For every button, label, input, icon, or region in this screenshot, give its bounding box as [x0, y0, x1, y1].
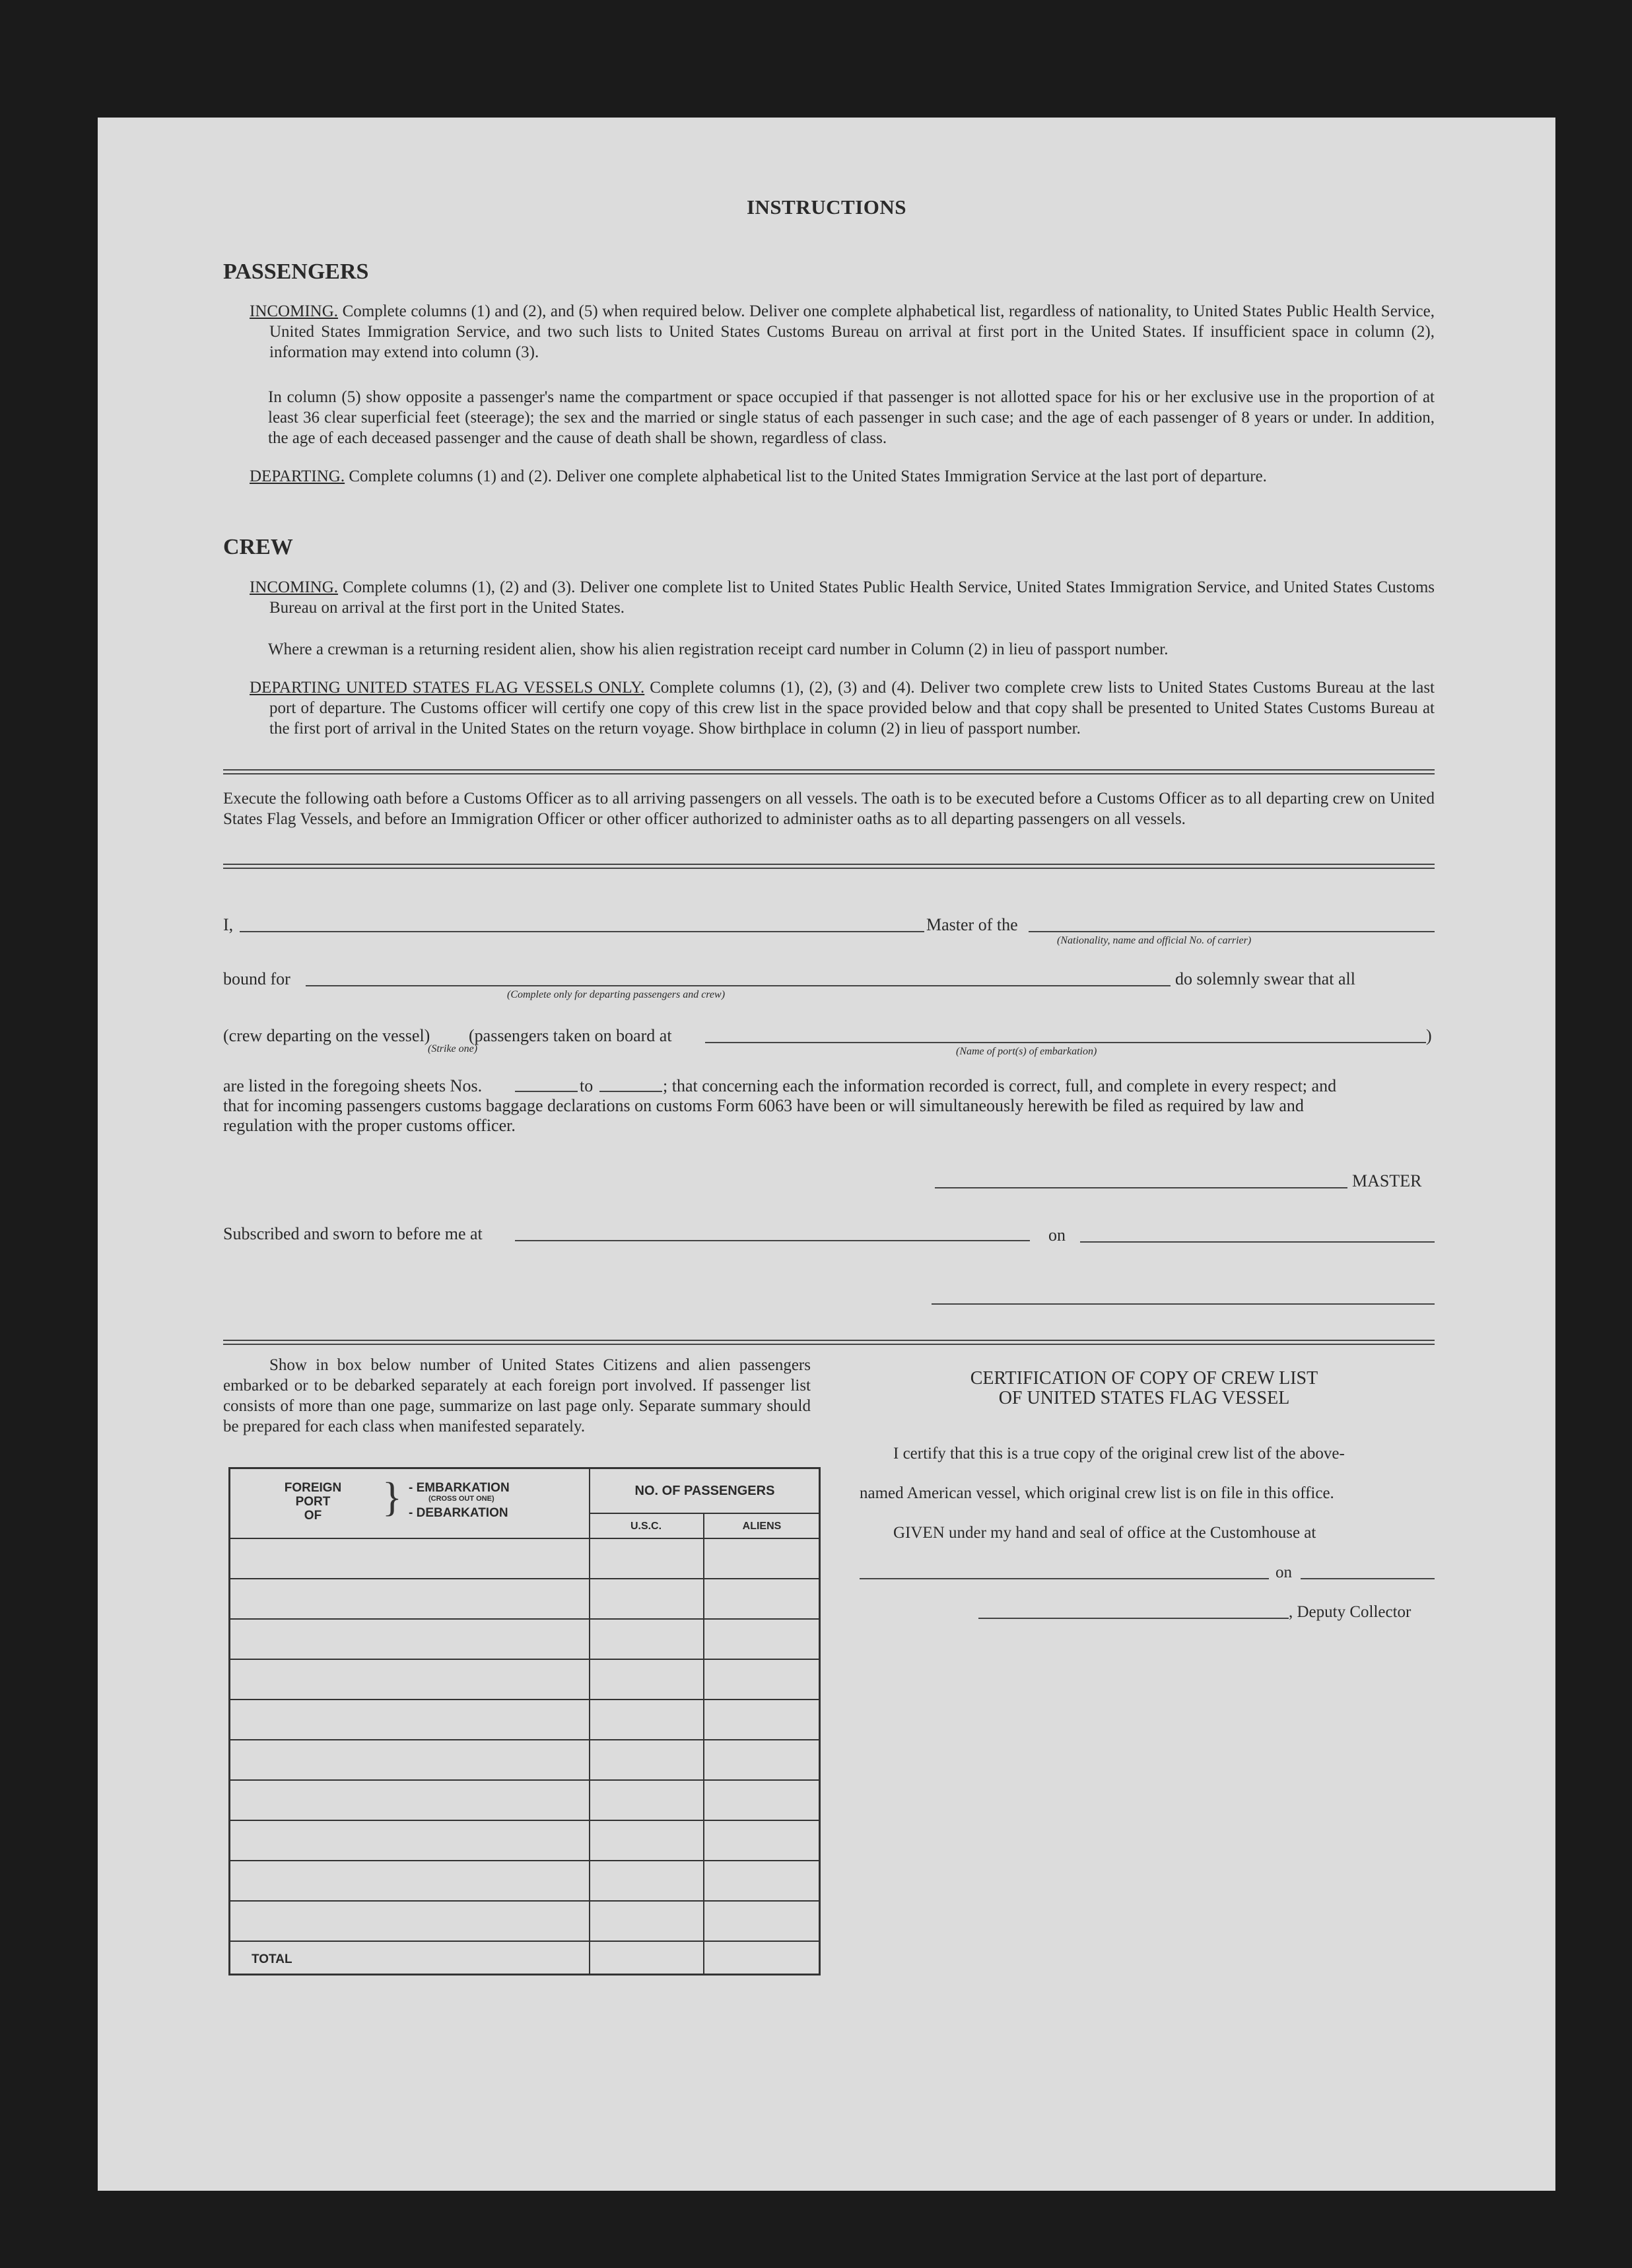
oath-listed-a: are listed in the foregoing sheets Nos. — [223, 1076, 483, 1095]
crew-departing — [250, 677, 1435, 739]
table-header-divider — [230, 1538, 819, 1539]
certification-deputy: , Deputy Collector — [1289, 1603, 1411, 1621]
header-foreign: FOREIGN — [284, 1481, 342, 1495]
divider — [223, 864, 1435, 865]
sworn-date-field[interactable] — [1080, 1241, 1435, 1243]
passengers-column5-text: In column (5) show opposite a passenger's name the compartment or space occupied if that passenger is not allotted space for his or her exclusive use in the proportion of at least 36 clear superficial feet (steerage); the sex and the married or single status of each passenger in such case; and the age of each passenger of 8 years or under. In addition, the age of each deceased passenger and the cause of death shall be shown, regardless of class. — [268, 388, 1435, 447]
header-foreign-port-of — [277, 1481, 349, 1523]
oath-listed-to: to — [580, 1076, 594, 1095]
crew-departing-label: DEPARTING UNITED STATES FLAG VESSELS ONLY. — [250, 679, 645, 697]
table-row[interactable] — [230, 1900, 819, 1902]
header-of: OF — [304, 1509, 322, 1523]
table-row[interactable] — [230, 1820, 819, 1821]
header-embarkation: - EMBARKATION — [409, 1481, 510, 1495]
oath-master-of: Master of the — [926, 915, 1018, 934]
divider — [223, 769, 1435, 771]
sworn-at-field[interactable] — [515, 1240, 1030, 1241]
crew-incoming — [250, 577, 1435, 618]
certification-text-1: I certify that this is a true copy of the original crew list of the above- — [893, 1445, 1345, 1462]
certification-heading-2: OF UNITED STATES FLAG VESSEL — [998, 1388, 1290, 1408]
bound-for-field[interactable] — [306, 985, 1171, 986]
header-usc: U.S.C. — [630, 1521, 662, 1532]
oath-listed-d: regulation with the proper customs officer. — [223, 1116, 516, 1135]
divider — [223, 1344, 1435, 1345]
crew-departing-text: Complete columns (1), (2), (3) and (4). Deliver two complete crew lists to United States Customs Bureau at the last port of departure. The Customs officer will certify one copy of this crew list in the space provided below and that copy shall be presented to United States Customs Bureau at the first port of arrival in the United States on the return voyage. Show birthplace in column (2) in lieu of passport number. — [269, 679, 1435, 738]
oath-close-paren: ) — [1426, 1026, 1432, 1045]
crew-resident-text: Where a crewman is a returning resident alien, show his alien registration receipt card number in Column (2) in lieu of passport number. — [268, 640, 1169, 658]
sheets-from-field[interactable] — [515, 1091, 578, 1092]
passenger-summary-table — [228, 1467, 821, 1976]
certification-on: on — [1275, 1564, 1292, 1581]
header-debarkation: - DEBARKATION — [409, 1506, 508, 1520]
table-row[interactable] — [230, 1739, 819, 1740]
header-no-passengers: NO. OF PASSENGERS — [634, 1484, 775, 1498]
certification-date-field[interactable] — [1301, 1578, 1435, 1579]
divider — [223, 773, 1435, 774]
passengers-incoming — [250, 301, 1435, 362]
oath-i-label: I, — [223, 915, 234, 934]
total-label: TOTAL — [252, 1952, 292, 1966]
summary-instructions: Show in box below number of United States Citizens and alien passengers embarked or to be debarked separately at each foreign port involved. If passenger list consists of more than one page, summarize on last page only. Separate summary should be prepared for each class when manifested separately. — [223, 1356, 811, 1435]
certification-given: GIVEN under my hand and seal of office at the Customhouse at — [893, 1524, 1316, 1542]
oath-passengers-taken: (passengers taken on board at — [469, 1026, 672, 1045]
deputy-collector-signature-field[interactable] — [978, 1618, 1289, 1619]
officer-signature-field[interactable] — [932, 1303, 1435, 1305]
oath-subscribed: Subscribed and sworn to before me at — [223, 1224, 483, 1243]
certification-heading-1: CERTIFICATION OF COPY OF CREW LIST — [970, 1368, 1318, 1389]
table-column-divider — [589, 1469, 590, 1974]
header-aliens: ALIENS — [742, 1521, 782, 1532]
oath-crew-departing: (crew departing on the vessel) — [223, 1026, 430, 1045]
table-row[interactable] — [230, 1578, 819, 1579]
header-port: PORT — [295, 1495, 331, 1509]
table-row[interactable] — [230, 1779, 819, 1781]
page-title: INSTRUCTIONS — [746, 195, 906, 219]
crew-incoming-text: Complete columns (1), (2) and (3). Deliver one complete list to United States Public Health Service, United States Immigration Service, and United States Customs Bureau on arrival at the first port in the United States. — [269, 578, 1435, 617]
master-signature-field[interactable] — [935, 1187, 1347, 1188]
crew-heading: CREW — [223, 535, 293, 559]
crew-incoming-label: INCOMING. — [250, 578, 339, 596]
certification-text-2: named American vessel, which original crew list is on file in this office. — [860, 1484, 1334, 1502]
passengers-departing — [250, 466, 1435, 487]
table-row[interactable] — [230, 1860, 819, 1861]
oath-bound-for: bound for — [223, 969, 290, 988]
table-row[interactable] — [230, 1941, 819, 1942]
oath-intro: Execute the following oath before a Customs Officer as to all arriving passengers on all vessels. The oath is to be executed before a Customs Officer as to all departing crew on United States Flag Vessels, and before an Immigration Officer or other officer authorized to administer oaths as to all departing passengers on all vessels. — [223, 790, 1435, 828]
passengers-incoming-text: Complete columns (1) and (2), and (5) when required below. Deliver one complete alphabetical list, regardless of nationality, to United States Public Health Service, United States Immigration Service, and two such lists to United States Customs Bureau on arrival at first port in the United States. If insufficient space in column (2), information may extend into column (3). — [269, 302, 1435, 361]
passengers-incoming-label: INCOMING. — [250, 302, 339, 320]
carrier-field-hint: (Nationality, name and official No. of carrier) — [1057, 935, 1252, 946]
form-sheet — [98, 118, 1555, 2191]
carrier-field[interactable] — [1029, 931, 1435, 932]
strike-one-hint: (Strike one) — [428, 1043, 478, 1054]
divider — [223, 868, 1435, 869]
passengers-heading: PASSENGERS — [223, 259, 369, 284]
oath-swear: do solemnly swear that all — [1175, 969, 1355, 988]
master-name-field[interactable] — [240, 931, 924, 932]
table-column-divider — [703, 1514, 704, 1974]
sheets-to-field[interactable] — [599, 1091, 662, 1092]
table-row[interactable] — [230, 1659, 819, 1660]
table-subheader-divider — [589, 1513, 819, 1514]
oath-listed-c: that for incoming passengers customs baggage declarations on customs Form 6063 have been or will simultaneously herewith be filed as required by law and — [223, 1096, 1304, 1115]
header-cross-out: (CROSS OUT ONE) — [428, 1495, 494, 1503]
oath-on: on — [1048, 1225, 1066, 1245]
customhouse-field[interactable] — [860, 1578, 1269, 1579]
oath-listed-b: ; that concerning each the information recorded is correct, full, and complete in every respect; and — [663, 1076, 1337, 1095]
table-row[interactable] — [230, 1699, 819, 1700]
ports-field[interactable] — [705, 1042, 1426, 1043]
divider — [223, 1340, 1435, 1341]
bound-for-hint: (Complete only for departing passengers and crew) — [507, 989, 726, 1000]
master-label: MASTER — [1352, 1171, 1422, 1190]
passengers-departing-label: DEPARTING. — [250, 467, 345, 485]
passengers-departing-text: Complete columns (1) and (2). Deliver one complete alphabetical list to the United States Immigration Service at the last port of departure. — [349, 467, 1267, 485]
ports-hint: (Name of port(s) of embarkation) — [956, 1046, 1097, 1057]
brace-icon: } — [382, 1475, 402, 1520]
table-row[interactable] — [230, 1618, 819, 1620]
